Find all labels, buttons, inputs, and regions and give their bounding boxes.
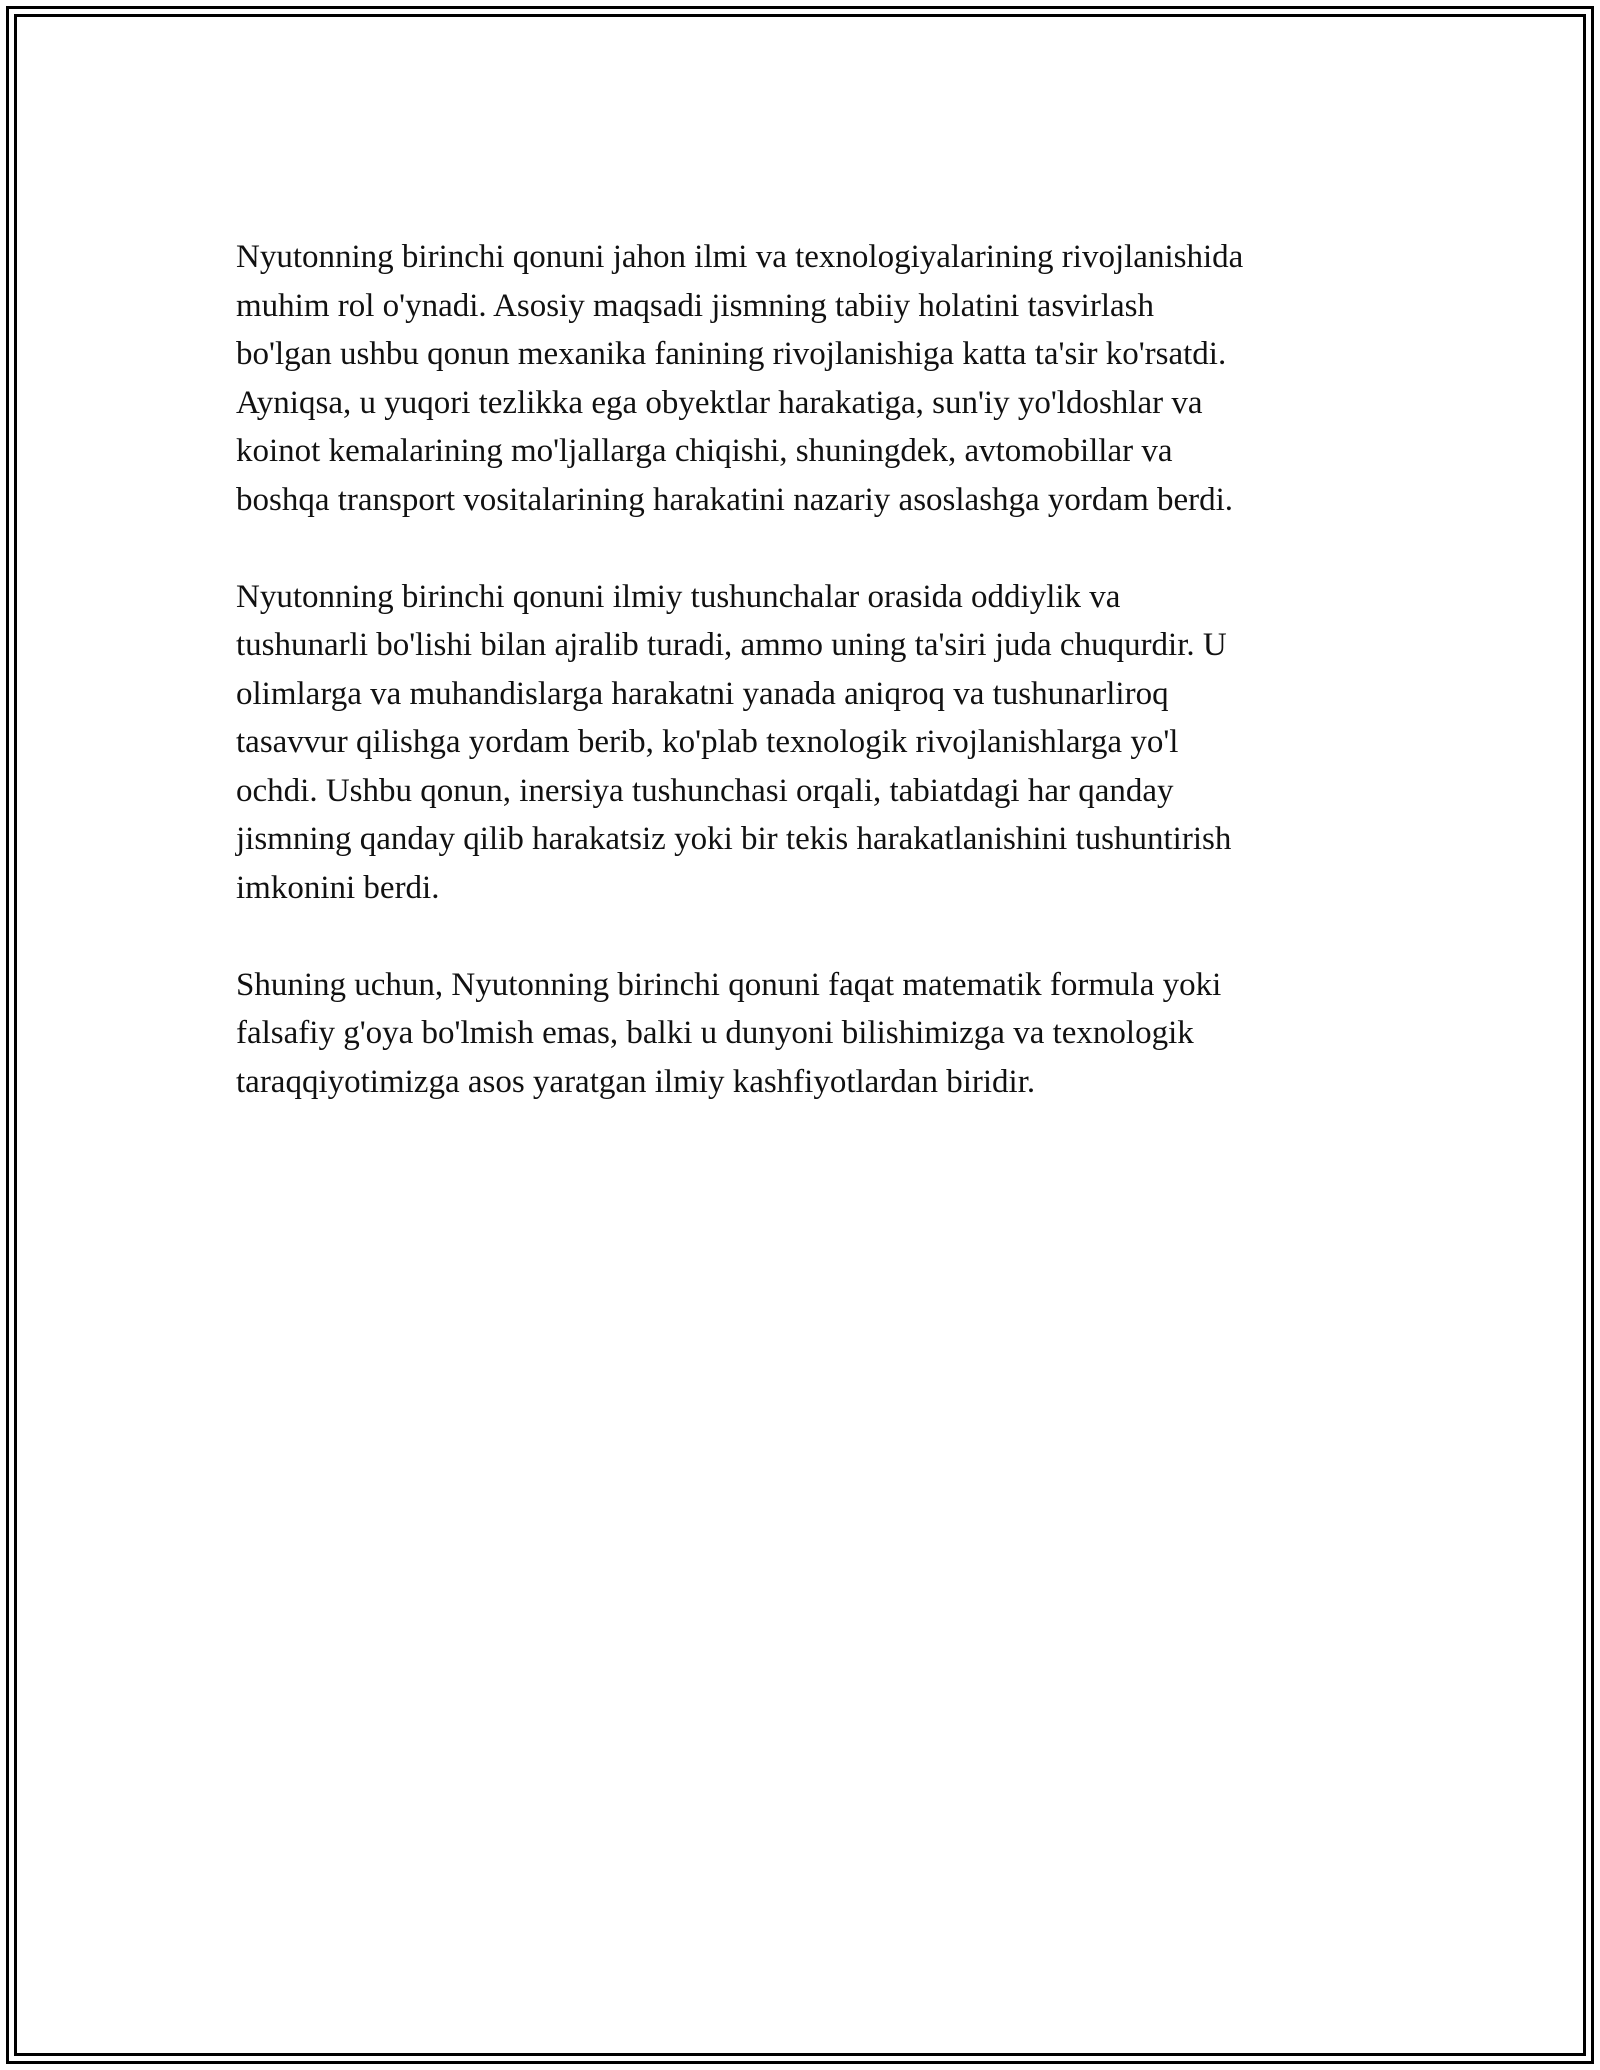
text-line: Nyutonning birinchi qonuni jahon ilmi va texnologiyalarining rivojlanishida bbox=[236, 239, 1244, 275]
text-line: Ayniqsa, u yuqori tezlikka ega obyektlar harakatiga, sun'iy yo'ldoshlar va bbox=[236, 384, 1203, 421]
text-line: boshqa transport vositalarining harakatini nazariy asoslashga yordam berdi. bbox=[236, 481, 1234, 518]
text-line: falsafiy g'oya bo'lmish emas, balki u dunyoni bilishimizga va texnologik bbox=[236, 1015, 1194, 1051]
text-line: Shuning uchun, Nyutonning birinchi qonuni faqat matematik formula yoki bbox=[236, 966, 1222, 1003]
text-line: koinot kemalarining mo'ljallarga chiqishi, shuningdek, avtomobillar va bbox=[236, 433, 1173, 469]
text-line: taraqqiyotimizga asos yaratgan ilmiy kashfiyotlardan biridir. bbox=[236, 1063, 1036, 1100]
text-line: Nyutonning birinchi qonuni ilmiy tushunchalar orasida oddiylik va bbox=[236, 578, 1121, 615]
text-line: imkonini berdi. bbox=[236, 869, 440, 906]
text-line: muhim rol o'ynadi. Asosiy maqsadi jismning tabiiy holatini tasvirlash bbox=[236, 287, 1154, 324]
text-line: bo'lgan ushbu qonun mexanika fanining rivojlanishiga katta ta'sir ko'rsatdi. bbox=[236, 336, 1227, 372]
document-body bbox=[236, 233, 1366, 1155]
text-line: jismning qanday qilib harakatsiz yoki bir tekis harakatlanishini tushuntirish bbox=[236, 821, 1232, 857]
paragraph-2 bbox=[236, 573, 1366, 913]
paragraph-1 bbox=[236, 233, 1366, 524]
paragraph-3 bbox=[236, 961, 1366, 1107]
text-line: ochdi. Ushbu qonun, inersiya tushunchasi orqali, tabiatdagi har qanday bbox=[236, 772, 1174, 809]
text-line: tushunarli bo'lishi bilan ajralib turadi, ammo uning ta'siri juda chuqurdir. U bbox=[236, 627, 1227, 663]
text-line: olimlarga va muhandislarga harakatni yanada aniqroq va tushunarliroq bbox=[236, 675, 1169, 712]
text-line: tasavvur qilishga yordam berib, ko'plab texnologik rivojlanishlarga yo'l bbox=[236, 724, 1179, 760]
